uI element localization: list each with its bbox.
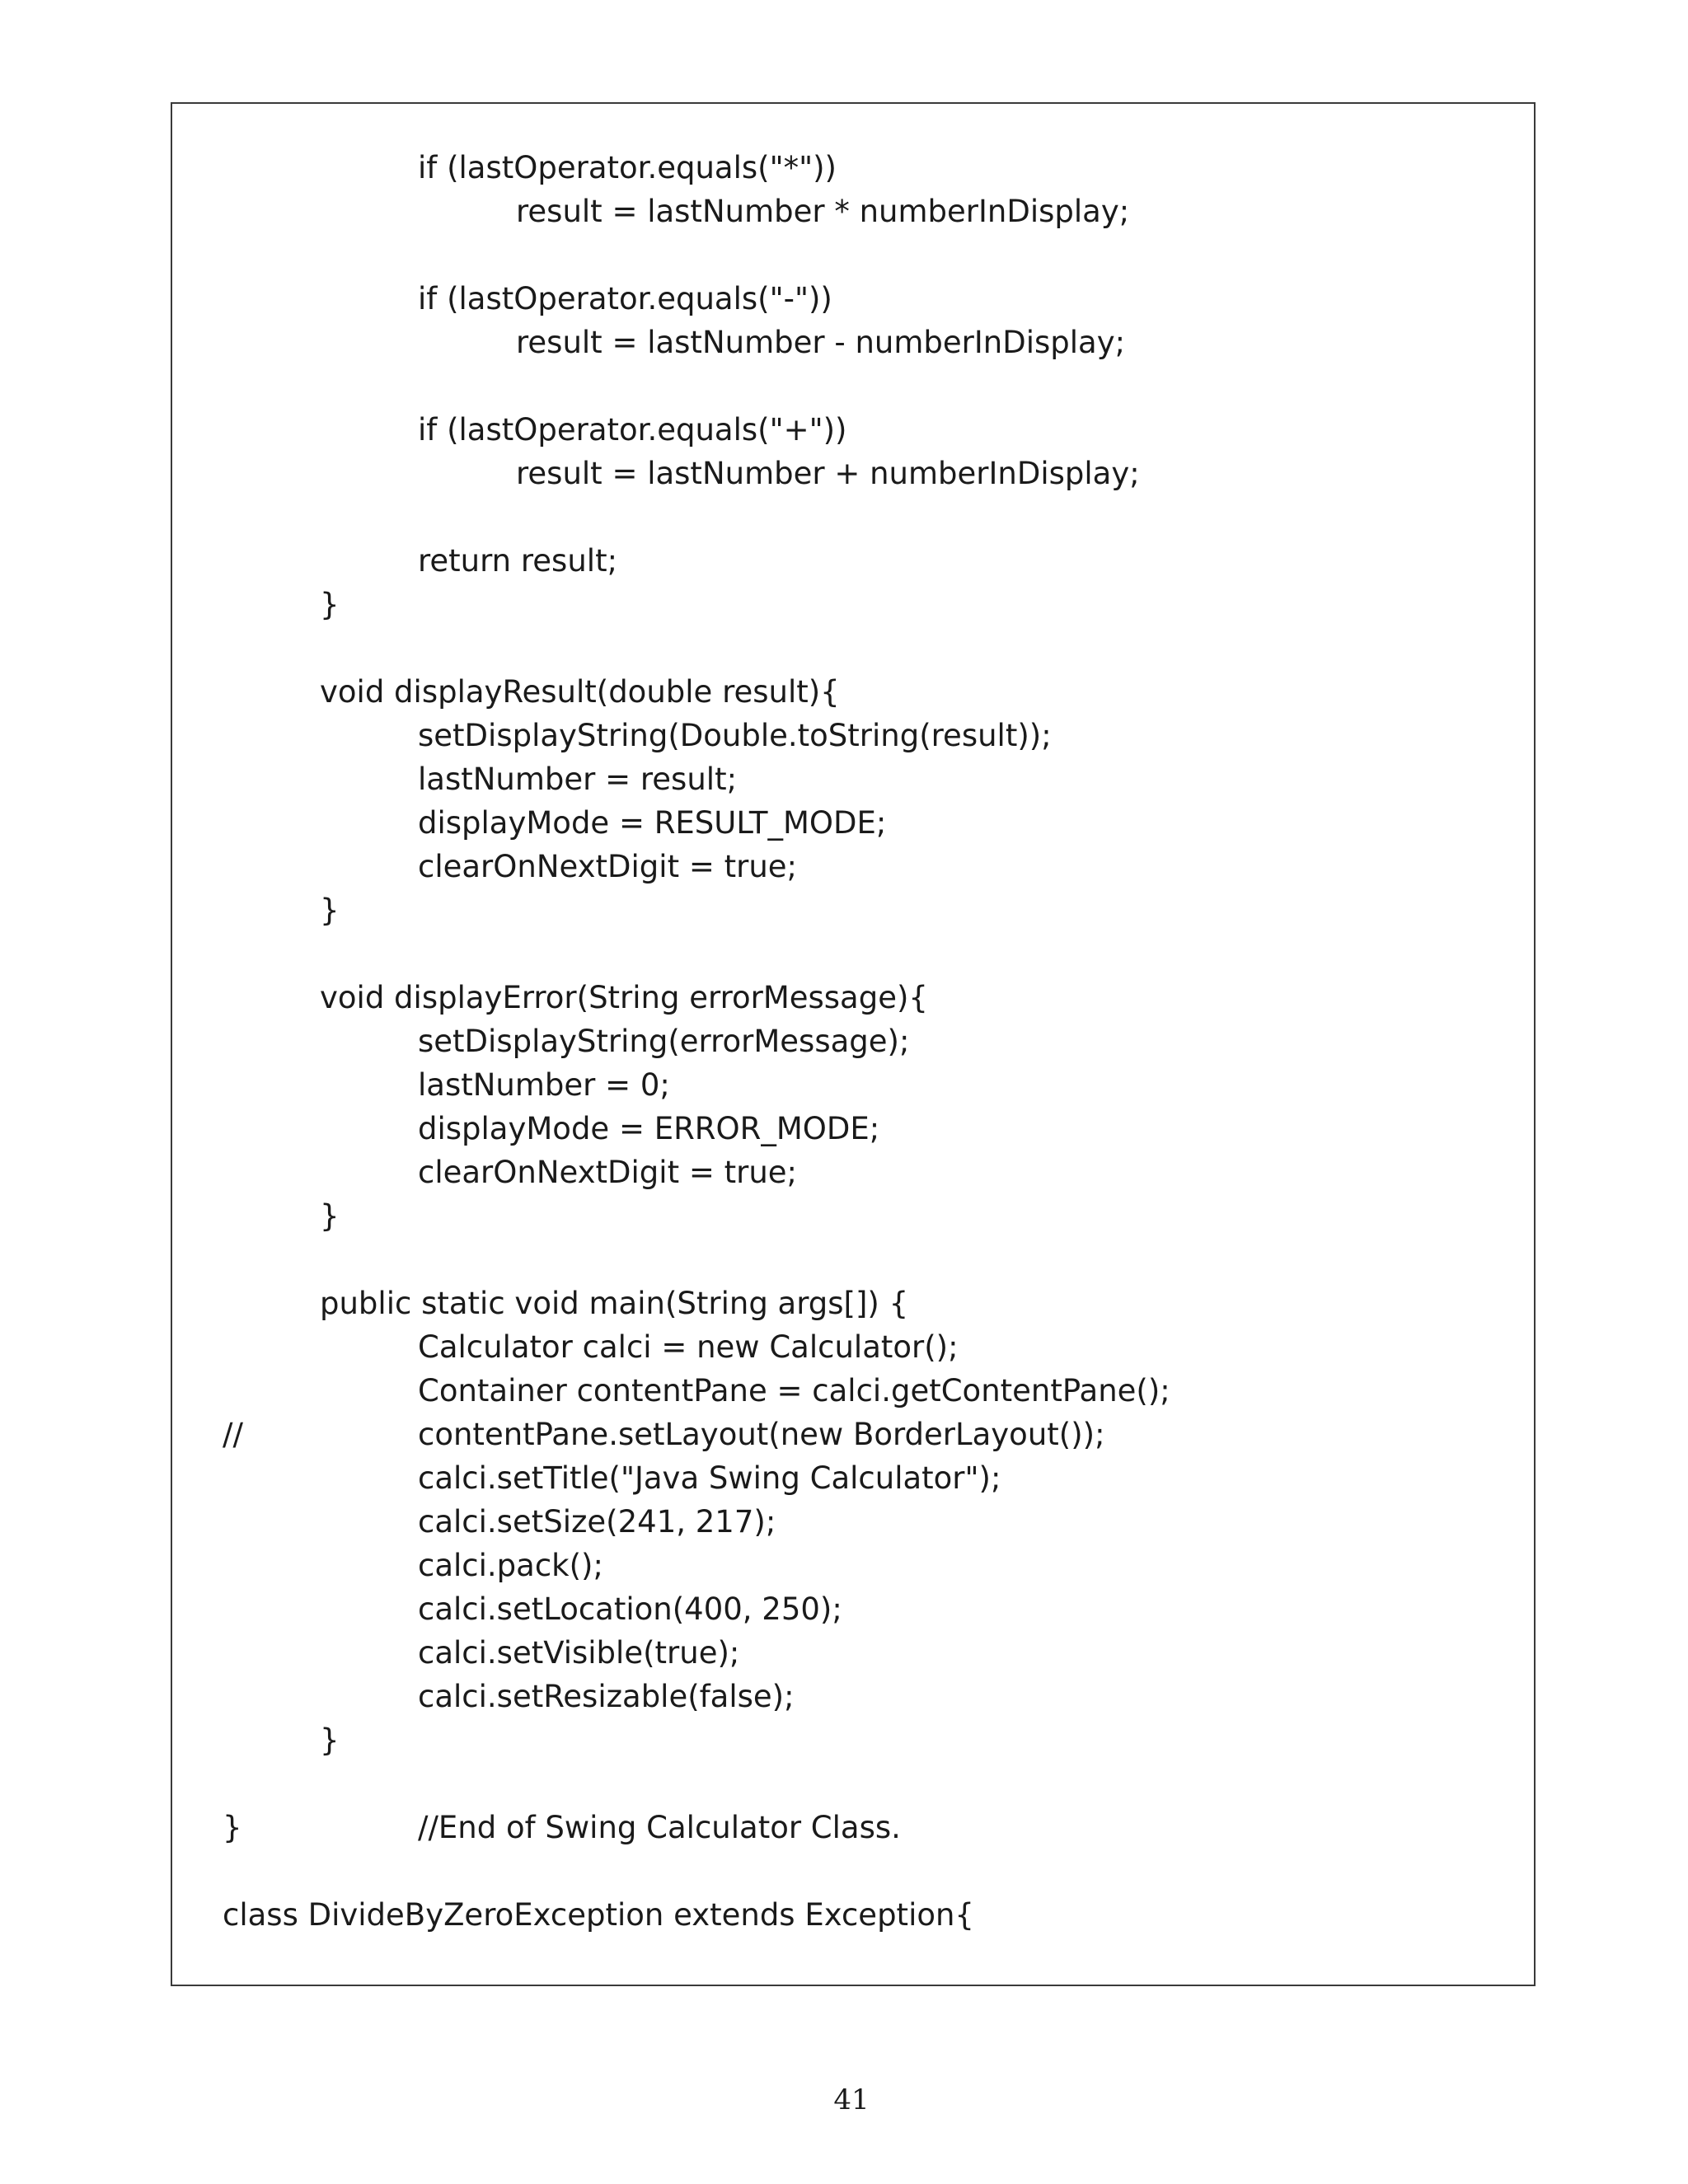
code-line: contentPane.setLayout(new BorderLayout()); [418, 1417, 1105, 1452]
code-line: result = lastNumber * numberInDisplay; [516, 194, 1130, 229]
code-line: displayMode = ERROR_MODE; [418, 1111, 880, 1146]
code-line: if (lastOperator.equals("*")) [418, 150, 837, 185]
code-line: clearOnNextDigit = true; [418, 849, 798, 884]
code-line: lastNumber = 0; [418, 1067, 670, 1103]
code-line: } [320, 893, 340, 928]
code-line: class DivideByZeroException extends Exception{ [223, 1897, 974, 1933]
code-line: result = lastNumber - numberInDisplay; [516, 325, 1126, 360]
code-line: Container contentPane = calci.getContentPane(); [418, 1373, 1170, 1408]
code-line: calci.pack(); [418, 1548, 603, 1583]
code-line: public static void main(String args[]) { [320, 1286, 909, 1321]
comment-marker: // [223, 1417, 243, 1452]
code-line: return result; [418, 543, 618, 579]
code-line: setDisplayString(Double.toString(result)); [418, 718, 1052, 753]
code-line: setDisplayString(errorMessage); [418, 1024, 910, 1059]
code-line: calci.setSize(241, 217); [418, 1504, 776, 1540]
code-line: result = lastNumber + numberInDisplay; [516, 456, 1140, 491]
code-line: } [223, 1810, 242, 1845]
code-line: displayMode = RESULT_MODE; [418, 805, 887, 841]
page-number: 41 [833, 2083, 870, 2116]
code-line: void displayResult(double result){ [320, 674, 840, 710]
code-line: lastNumber = result; [418, 762, 738, 797]
code-line: } [320, 1198, 340, 1234]
code-line: calci.setResizable(false); [418, 1679, 795, 1714]
code-line: calci.setVisible(true); [418, 1635, 740, 1671]
code-line: if (lastOperator.equals("+")) [418, 412, 847, 448]
code-line: if (lastOperator.equals("-")) [418, 281, 832, 316]
code-line: calci.setLocation(400, 250); [418, 1591, 842, 1627]
code-line: clearOnNextDigit = true; [418, 1155, 798, 1190]
code-line: Calculator calci = new Calculator(); [418, 1329, 959, 1365]
code-comment: //End of Swing Calculator Class. [418, 1810, 901, 1845]
code-line: calci.setTitle("Java Swing Calculator"); [418, 1460, 1001, 1496]
code-line: } [320, 1722, 340, 1758]
code-line: } [320, 587, 340, 622]
code-line: void displayError(String errorMessage){ [320, 980, 928, 1015]
